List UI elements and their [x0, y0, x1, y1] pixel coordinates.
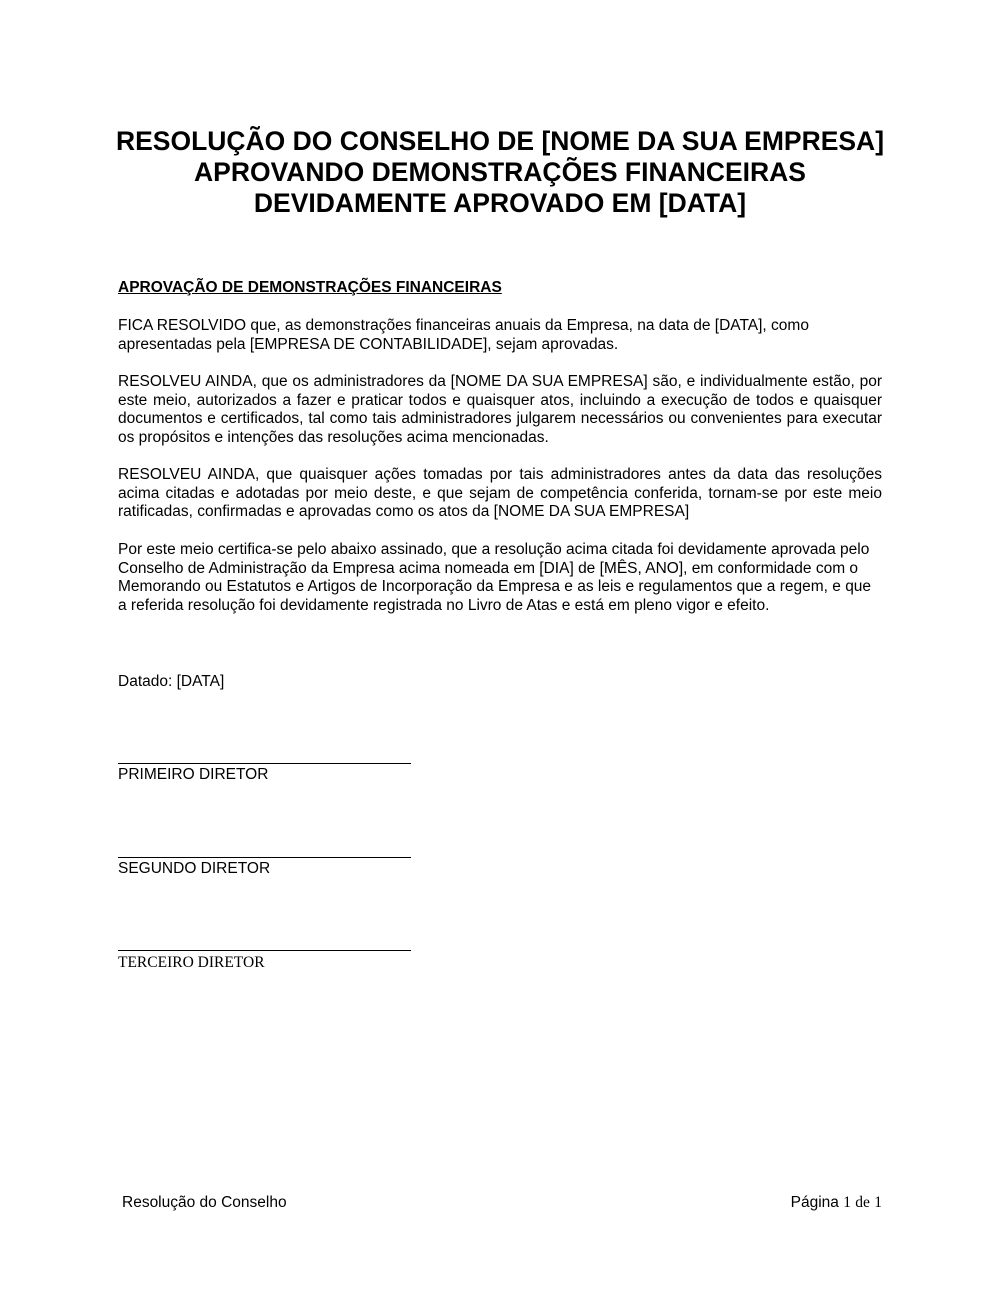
paragraph-further-resolved-1: RESOLVEU AINDA, que os administradores da [NOME DA SUA EMPRESA] são, e individualmente estão, por este meio, autorizados a fazer e praticar todos e quaisquer atos, incluindo a execução de todos e quaisquer documentos e certificados, tal como tais administradores julgarem necessários ou convenientes para executar os propósitos e intenções das resoluções acima mencionadas.: [118, 373, 882, 446]
footer-document-name: Resolução do Conselho: [122, 1194, 287, 1211]
signature-label-first-director: PRIMEIRO DIRETOR: [118, 766, 269, 783]
section-heading: APROVAÇÃO DE DEMONSTRAÇÕES FINANCEIRAS: [118, 279, 502, 296]
title-line: DEVIDAMENTE APROVADO EM [DATA]: [253, 188, 747, 218]
page-label: Página: [790, 1194, 839, 1211]
signature-label-second-director: SEGUNDO DIRETOR: [118, 860, 271, 877]
footer-page-number: [791, 1194, 882, 1212]
paragraph-certification: Por este meio certifica-se pelo abaixo assinado, que a resolução acima citada foi devidamente aprovada pelo Conselho de Administração da Empresa acima nomeada em [DIA] de [MÊS, ANO], em conformidade com o Memorando ou Estatutos e Artigos de Incorporação da Empresa e as leis e regulamentos que a regem, e que a referida resolução foi devidamente registrada no Livro de Atas e está em pleno vigor e efeito.: [118, 541, 872, 614]
signature-line: [118, 950, 411, 951]
signature-line: [118, 857, 411, 858]
document-title: [100, 126, 900, 219]
page-of: de: [855, 1194, 870, 1211]
page-current: 1: [843, 1194, 851, 1211]
signature-label-third-director: TERCEIRO DIRETOR: [118, 954, 265, 971]
signature-line: [118, 763, 411, 764]
paragraph-further-resolved-2: RESOLVEU AINDA, que quaisquer ações tomadas por tais administradores antes da data das resoluções acima citadas e adotadas por meio deste, e que sejam de competência conferida, tornam-se por este meio ratificadas, confirmadas e aprovadas como os atos da [NOME DA SUA EMPRESA]: [118, 466, 882, 520]
dated-line: Datado: [DATA]: [118, 673, 225, 690]
page-total: 1: [874, 1194, 882, 1211]
paragraph-resolved: FICA RESOLVIDO que, as demonstrações financeiras anuais da Empresa, na data de [DATA], como apresentadas pela [EMPRESA DE CONTABILIDADE], sejam aprovadas.: [118, 317, 809, 353]
title-line: RESOLUÇÃO DO CONSELHO DE [NOME DA SUA EMPRESA]: [115, 126, 885, 156]
title-line: APROVANDO DEMONSTRAÇÕES FINANCEIRAS: [194, 157, 806, 187]
